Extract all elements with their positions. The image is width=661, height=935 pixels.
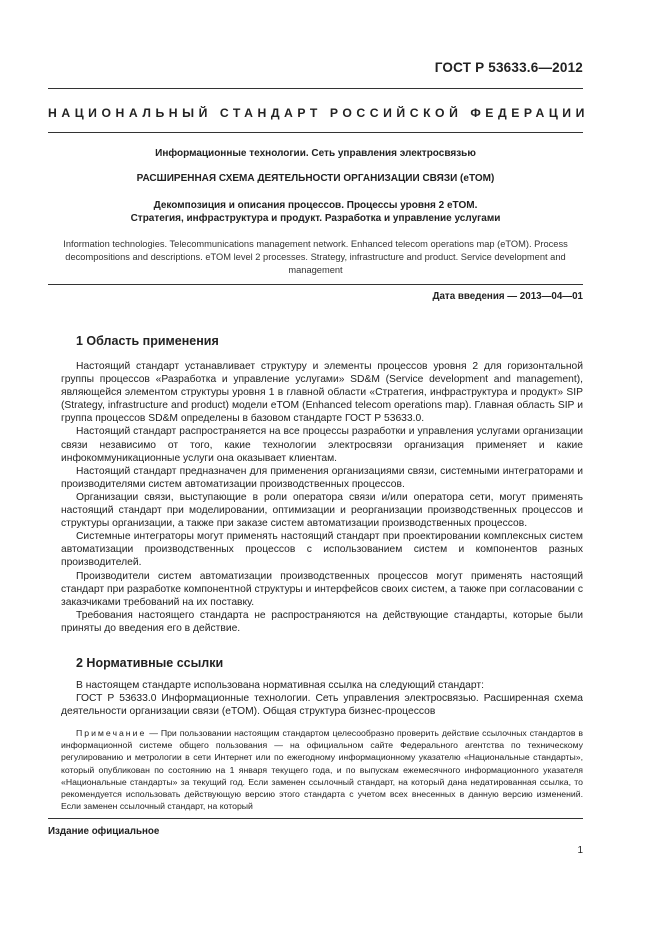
- section-2-heading: 2 Нормативные ссылки: [76, 656, 224, 670]
- title-line-2: РАСШИРЕННАЯ СХЕМА ДЕЯТЕЛЬНОСТИ ОРГАНИЗАЦИИ СВЯЗИ (eTOM): [136, 173, 495, 184]
- note-label: Примечание: [76, 728, 147, 738]
- standard-id: ГОСТ Р 53633.6—2012: [434, 60, 583, 75]
- divider-title: [48, 284, 583, 285]
- divider-banner: [48, 132, 583, 133]
- paragraph: ГОСТ Р 53633.0 Информационные технологии. Сеть управления электросвязью. Расширенная схема деятельности организации связи (eTOM). Общая структура бизнес-процессов: [61, 693, 583, 718]
- paragraph: Организации связи, выступающие в роли оператора связи и/или оператора сети, могут применять настоящий стандарт при моделировании, оптимизации и реорганизации производственных процессов и структуры организации, а также при заказе систем автоматизации производственных процессов.: [61, 491, 583, 530]
- official-edition-label: Издание официальное: [48, 826, 160, 837]
- title-line-3a: Декомпозиция и описания процессов. Процессы уровня 2 eTOM.: [153, 200, 478, 211]
- introduction-date: Дата введения — 2013—04—01: [432, 291, 583, 302]
- paragraph: В настоящем стандарте использована нормативная ссылка на следующий стандарт:: [76, 680, 484, 691]
- section-1-body: [61, 360, 583, 635]
- note-text: — При пользовании настоящим стандартом целесообразно проверить действие ссылочных стандартов в информационной системе общего пользования — на официальном сайте Федерального агентства по техническому регулированию и метрологии в сети Интернет или по ежегодному информационному указателю «Национальные стандарты», который опубликован по состоянию на 1 января текущего года, и по выпускам ежемесячного информационного указателя «Национальные стандарты» за текущий год. Если заменен ссылочный стандарт, на который дана недатированная ссылка, то рекомендуется использовать действующую версию этого стандарта с учетом всех внесенных в данную версию изменений. Если заменен ссылочный стандарт, на который: [61, 728, 583, 812]
- section-2-body: [61, 679, 583, 718]
- paragraph: Настоящий стандарт предназначен для применения организациями связи, системными интеграторами и производителями систем автоматизации производственных процессов.: [61, 465, 583, 490]
- title-line-3b: Стратегия, инфраструктура и продукт. Разработка и управление услугами: [130, 213, 501, 224]
- title-line-1: Информационные технологии. Сеть управления электросвязью: [155, 148, 476, 159]
- page-number: 1: [577, 845, 583, 856]
- title-line-3: [48, 199, 583, 225]
- note-block: [61, 727, 583, 812]
- paragraph: Производители систем автоматизации производственных процессов могут применять настоящий стандарт при разработке компонентной структуры и интерфейсов своих систем, а также при согласовании с заказчиками требований на их поставку.: [61, 570, 583, 608]
- paragraph: Требования настоящего стандарта не распространяются на действующие стандарты, которые были приняты до введения его в действие.: [61, 609, 583, 634]
- english-title: Information technologies. Telecommunications management network. Enhanced telecom operations map (eTOM). Process decompositions and descriptions. eTOM level 2 processes. Strategy, infrastructure and product. Service development and management: [63, 239, 568, 275]
- divider-top: [48, 88, 583, 89]
- note-paragraph: [61, 727, 583, 812]
- paragraph: Настоящий стандарт устанавливает структуру и элементы процессов уровня 2 для горизонтальной группы процессов «Разработка и управление услугами» SD&M (Service development and management), являющейся элементом структуры уровня 1 в главной области «Стратегия, инфраструктура и продукт» SIP (Strategy, infrastructure and product) модели eTOM (Enhanced telecom operations map). Главная область SIP и группа процессов SD&M определены в базовом стандарте ГОСТ Р 53633.0.: [61, 361, 583, 425]
- paragraph: Системные интеграторы могут применять настоящий стандарт при проектировании комплексных систем автоматизации производственных процессов с использованием систем и компонентов разных производителей.: [61, 531, 583, 569]
- section-1-heading: 1 Область применения: [76, 334, 219, 348]
- divider-footer: [48, 818, 583, 819]
- national-standard-banner: НАЦИОНАЛЬНЫЙ СТАНДАРТ РОССИЙСКОЙ ФЕДЕРАЦИИ: [48, 106, 589, 120]
- paragraph: Настоящий стандарт распространяется на все процессы разработки и управления услугами организации связи независимо от того, какие технологии электросвязи организация применяет и какие инфокоммуникационные услуги она оказывает клиентам.: [61, 426, 583, 464]
